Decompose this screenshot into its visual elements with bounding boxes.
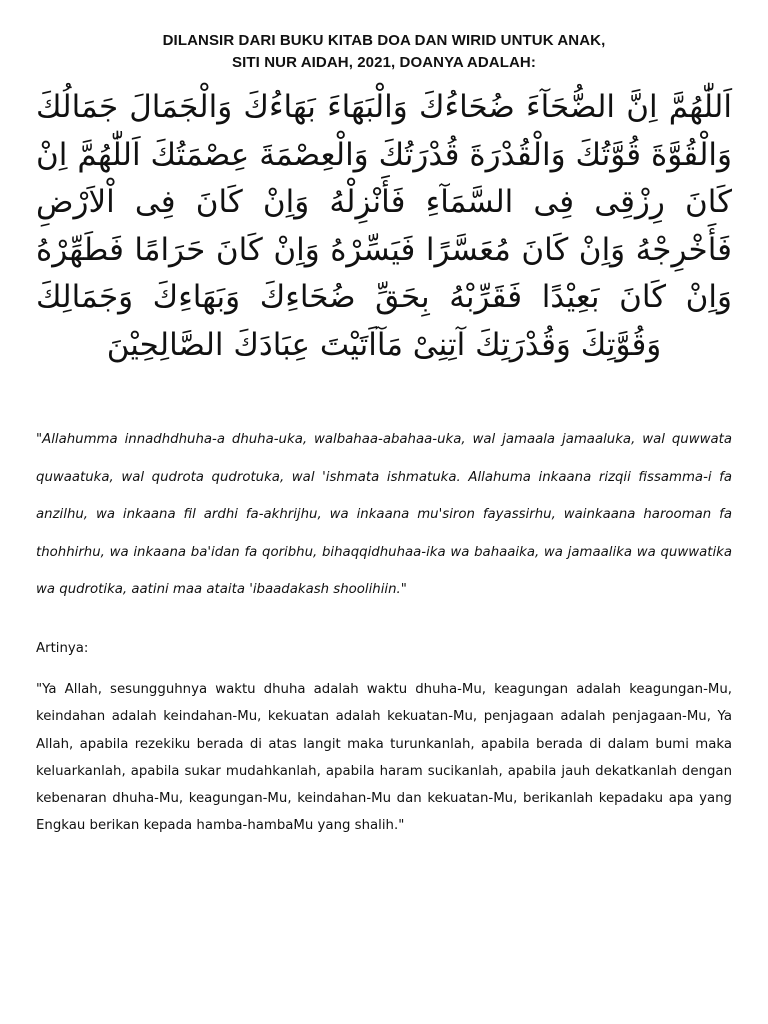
arabic-prayer-text: اَللّٰهُمَّ اِنَّ الضُّحَآءَ ضُحَاءُكَ وَالْبَهَاءَ بَهَاءُكَ وَالْجَمَالَ جَمَالُكَ وَالْقُوَّةَ قُوَّتُكَ وَالْقُدْرَةَ قُدْرَتُكَ وَالْعِصْمَةَ عِصْمَتُكَ اَللّٰهُمَّ اِنْ كَانَ رِزْقِى فِى السَّمَآءِ فَأَنْزِلْهُ وَاِنْ كَانَ فِى اْلاَرْضِ فَأَخْرِجْهُ وَاِنْ كَانَ مُعَسَّرًا فَيَسِّرْهُ وَاِنْ كَانَ حَرَامًا فَطَهِّرْهُ وَاِنْ كَانَ بَعِيْدًا فَقَرِّبْهُ بِحَقِّ ضُحَاءِكَ وَبَهَاءِكَ وَجَمَالِكَ وَقُوَّتِكَ وَقُدْرَتِكَ آتِنِىْ مَآاَتَيْتَ عِبَادَكَ الصَّالِحِيْنَ [36,89,732,363]
transliteration-paragraph: "Allahumma innadhdhuha-a dhuha-uka, walbahaa-abahaa-uka, wal jamaala jamaaluka, wal quwwata quwaatuka, wal qudrota qudrotuka, wal 'ishmata ishmatuka. Allahuma inkaana rizqii fissamma-i fa anzilhu, wa inkaana fil ardhi fa-akhrijhu, wa inkaana mu'siron fayassirhu, wainkaana harooman fa thohhirhu, wa inkaana ba'idan fa qoribhu, bihaqqidhuhaa-ika wa bahaaika, wa jamaalika wa quwwatika wa qudrotika, aatini maa ataita 'ibaadakash shoolihiin." [36,432,732,597]
translation-label: Artinya: [36,641,89,656]
heading-line-1: DILANSIR DARI BUKU KITAB DOA DAN WIRID UNTUK ANAK, [162,32,606,49]
heading-line-2: SITI NUR AIDAH, 2021, DOANYA ADALAH: [232,54,536,71]
translation-paragraph: "Ya Allah, sesungguhnya waktu dhuha adalah waktu dhuha-Mu, keagungan adalah keagungan-Mu, keindahan adalah keindahan-Mu, kekuatan adalah kekuatan-Mu, penjagaan adalah penjagaan-Mu, Ya Allah, apabila rezekiku berada di atas langit maka turunkanlah, apabila berada di dalam bumi maka keluarkanlah, apabila sukar mudahkanlah, apabila haram sucikanlah, apabila jauh dekatkanlah dengan kebenaran dhuha-Mu, keagungan-Mu, keindahan-Mu dan kekuatan-Mu, berikanlah kepadaku apa yang Engkau berikan kepada hamba-hambaMu yang shalih." [36,682,732,834]
document-heading [0,30,768,74]
